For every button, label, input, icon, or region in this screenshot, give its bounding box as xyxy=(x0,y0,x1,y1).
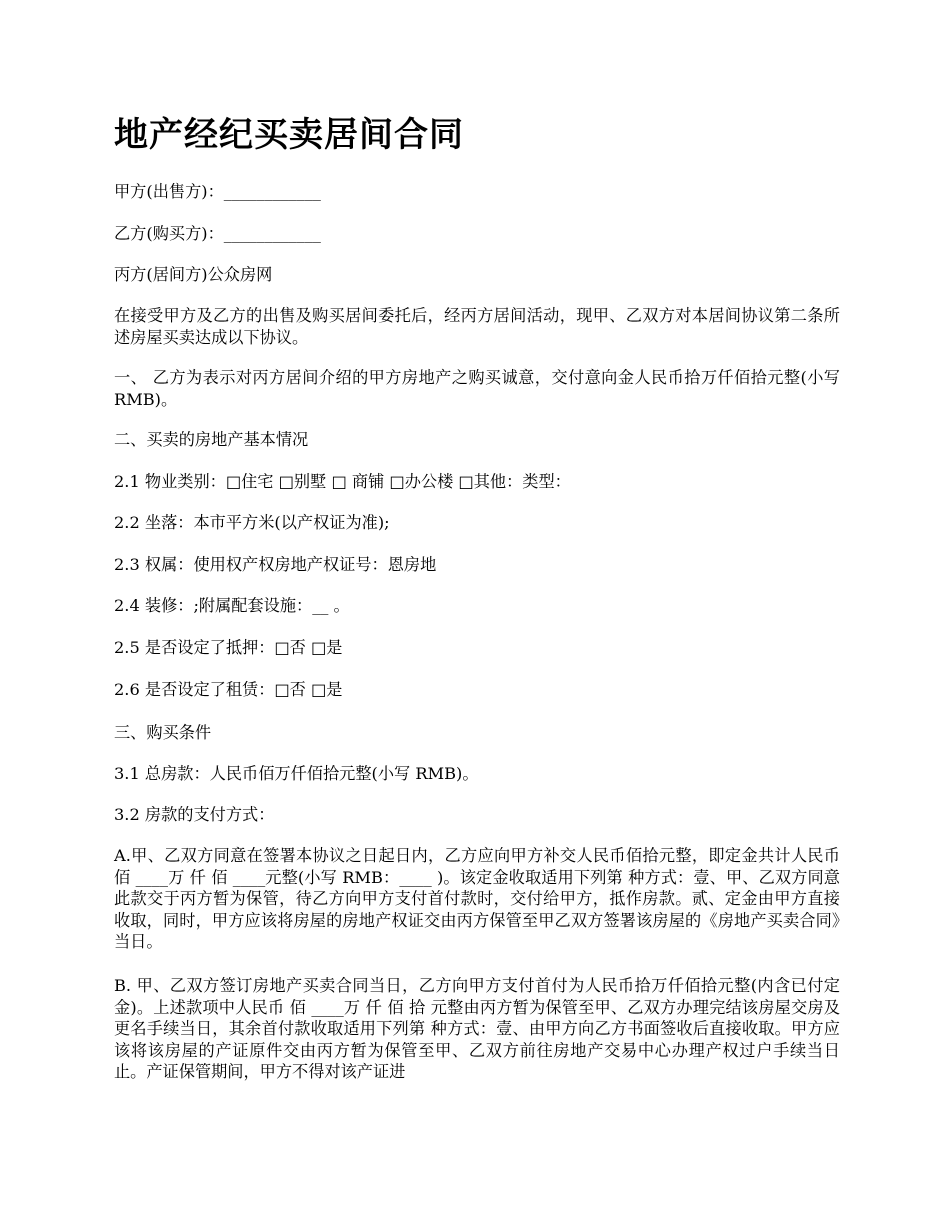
clause-a-deposit-terms: A.甲、乙双方同意在签署本协议之日起日内，乙方应向甲方补交人民币佰拾元整，即定金共计人民币 佰 ____万 仟 佰 ____元整(小写 RMB：____ )。该定金收取适用下列第 种方式：壹、甲、乙双方同意此款交于丙方暂为保管，待乙方向甲方支付首付款时，交付给甲方，抵作房款。贰、定金由甲方直接收取，同时，甲方应该将房屋的房地产权证交由丙方保管至甲乙双方签署该房屋的《房地产买卖合同》当日。 xyxy=(114,846,840,952)
clause-3-2-payment-method: 3.2 房款的支付方式： xyxy=(114,805,275,824)
section-3-heading: 三、购买条件 xyxy=(114,723,212,742)
clause-2-3-ownership: 2.3 权属：使用权产权房地产权证号：恩房地 xyxy=(114,555,437,574)
preamble-paragraph: 在接受甲方及乙方的出售及购买居间委托后，经丙方居间活动，现甲、乙双方对本居间协议第二条所述房屋买卖达成以下协议。 xyxy=(114,306,840,347)
clause-2-1-property-type: 2.1 物业类别：□住宅 □别墅 □ 商铺 □办公楼 □其他：类型： xyxy=(114,472,571,491)
clause-2-5-mortgage: 2.5 是否设定了抵押：□否 □是 xyxy=(114,638,343,657)
clause-2-4-decoration: 2.4 装修：;附属配套设施：__ 。 xyxy=(114,596,350,615)
clause-3-1-total-price: 3.1 总房款：人民币佰万仟佰拾元整(小写 RMB)。 xyxy=(114,764,479,783)
clause-2-2-location: 2.2 坐落：本市平方米(以产权证为准); xyxy=(114,513,390,532)
party-c-intermediary: 丙方(居间方)公众房网 xyxy=(114,265,273,284)
document-page xyxy=(114,0,840,1230)
section-2-heading: 二、买卖的房地产基本情况 xyxy=(114,430,309,449)
clause-1-intent-deposit: 一、 乙方为表示对丙方居间介绍的甲方房地产之购买诚意，交付意向金人民币拾万仟佰拾元整(小写 RMB)。 xyxy=(114,368,840,409)
party-a-seller: 甲方(出售方)：____________ xyxy=(114,182,321,201)
document-title: 地产经纪买卖居间合同 xyxy=(114,115,464,155)
clause-b-down-payment-terms: B. 甲、乙双方签订房地产买卖合同当日，乙方向甲方支付首付为人民币拾万仟佰拾元整(内含已付定金)。上述款项中人民币 佰 ____万 仟 佰 拾 元整由丙方暂为保管至甲、乙双方办理完结该房屋交房及更名手续当日，其余首付款收取适用下列第 种方式：壹、由甲方向乙方书面签收后直接收取。甲方应该将该房屋的产证原件交由丙方暂为保管至甲、乙双方前往房地产交易中心办理产权过户手续当日止。产证保管期间，甲方不得对该产证进 xyxy=(114,976,840,1082)
clause-2-6-lease: 2.6 是否设定了租赁：□否 □是 xyxy=(114,680,343,699)
party-b-buyer: 乙方(购买方)：____________ xyxy=(114,224,321,243)
